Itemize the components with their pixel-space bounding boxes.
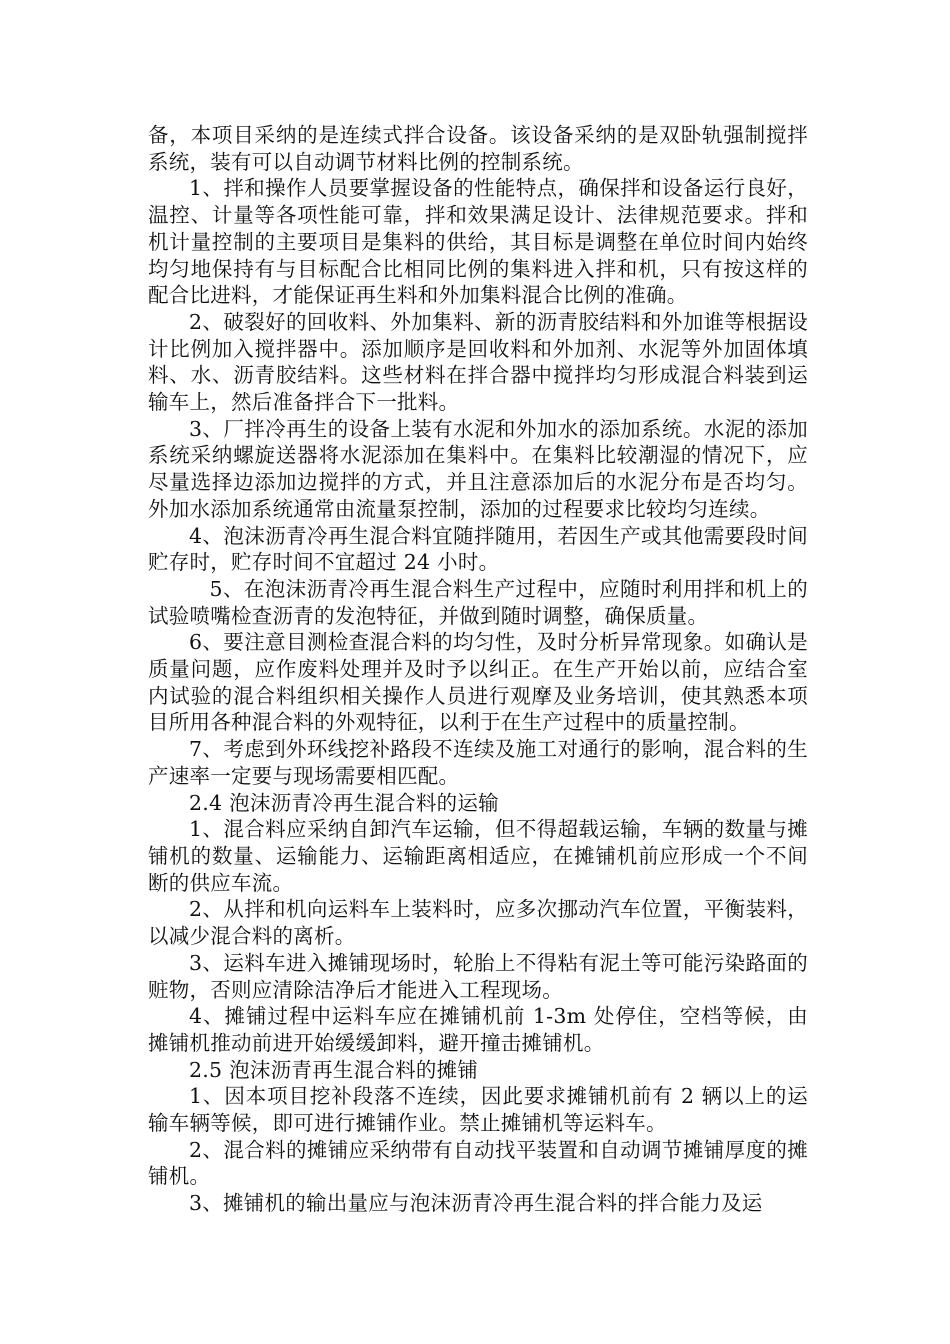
paragraph-item-6: 6、要注意目测检查混合料的均匀性，及时分析异常现象。如确认是质量问题，应作废料处理并及时予以纠正。在生产开始以前，应结合室内试验的混合料组织相关操作人员进行观摩及业务培训，使其熟悉本项目所用各种混合料的外观特征，以利于在生产过程中的质量控制。	[148, 630, 808, 735]
paragraph-item-3: 3、厂拌冷再生的设备上装有水泥和外加水的添加系统。水泥的添加系统采纳螺旋送器将水泥添加在集料中。在集料比较潮湿的情况下，应尽量选择边添加边搅拌的方式，并且注意添加后的水泥分布是否均匀。外加水添加系统通常由流量泵控制，添加的过程要求比较均匀连续。	[148, 416, 808, 521]
paragraph-paving-3: 3、摊铺机的输出量应与泡沫沥青冷再生混合料的拌合能力及运	[189, 1191, 763, 1216]
paragraph-paving-1: 1、因本项目挖补段落不连续，因此要求摊铺机前有 2 辆以上的运输车辆等候，即可进行摊铺作业。禁止摊铺机等运料车。	[148, 1084, 808, 1136]
paragraph-transport-4: 4、摊铺过程中运料车应在摊铺机前 1-3m 处停住，空档等候，由摊铺机推动前进开始缓缓卸料，避开撞击摊铺机。	[148, 1004, 808, 1055]
paragraph-transport-2: 2、从拌和机向运料车上装料时，应多次挪动汽车位置，平衡装料，以减少混合料的离析。	[148, 897, 808, 949]
document-body	[148, 122, 808, 1217]
paragraph-transport-3: 3、运料车进入摊铺现场时，轮胎上不得粘有泥土等可能污染路面的赃物，否则应清除洁净后才能进入工程现场。	[148, 950, 808, 1002]
paragraph-item-7: 7、考虑到外环线挖补路段不连续及施工对通行的影响，混合料的生产速率一定要与现场需要相匹配。	[148, 737, 808, 788]
paragraph-item-2: 2、破裂好的回收料、外加集料、新的沥青胶结料和外加谁等根据设计比例加入搅拌器中。添加顺序是回收料和外加剂、水泥等外加固体填料、水、沥青胶结料。这些材料在拌合器中搅拌均匀形成混合料装到运输车上，然后准备拌合下一批料。	[148, 309, 808, 415]
paragraph-transport-1: 1、混合料应采纳自卸汽车运输，但不得超载运输，车辆的数量与摊铺机的数量、运输能力、运输距离相适应，在摊铺机前应形成一个不间断的供应车流。	[148, 817, 808, 895]
paragraph-item-1: 1、拌和操作人员要掌握设备的性能特点，确保拌和设备运行良好，温控、计量等各项性能可靠，拌和效果满足设计、法律规范要求。拌和机计量控制的主要项目是集料的供给，其目标是调整在单位时间内始终均匀地保持有与目标配合比相同比例的集料进入拌和机，只有按这样的配合比进料，才能保证再生料和外加集料混合比例的准确。	[148, 176, 808, 308]
section-heading-2-4: 2.4 泡沫沥青冷再生混合料的运输	[189, 790, 499, 815]
paragraph-paving-2: 2、混合料的摊铺应采纳带有自动找平装置和自动调节摊铺厚度的摊铺机。	[148, 1137, 808, 1189]
paragraph-item-5: 5、在泡沫沥青冷再生混合料生产过程中，应随时利用拌和机上的试验喷嘴检查沥青的发泡特征，并做到随时调整，确保质量。	[148, 576, 808, 628]
section-heading-2-5: 2.5 泡沫沥青再生混合料的摊铺	[189, 1057, 479, 1082]
paragraph-item-4: 4、泡沫沥青冷再生混合料宜随拌随用，若因生产或其他需要段时间贮存时，贮存时间不宜超过 24 小时。	[148, 523, 808, 575]
paragraph-continuation: 备，本项目采纳的是连续式拌合设备。该设备采纳的是双卧轨强制搅拌系统，装有可以自动调节材料比例的控制系统。	[148, 123, 808, 174]
